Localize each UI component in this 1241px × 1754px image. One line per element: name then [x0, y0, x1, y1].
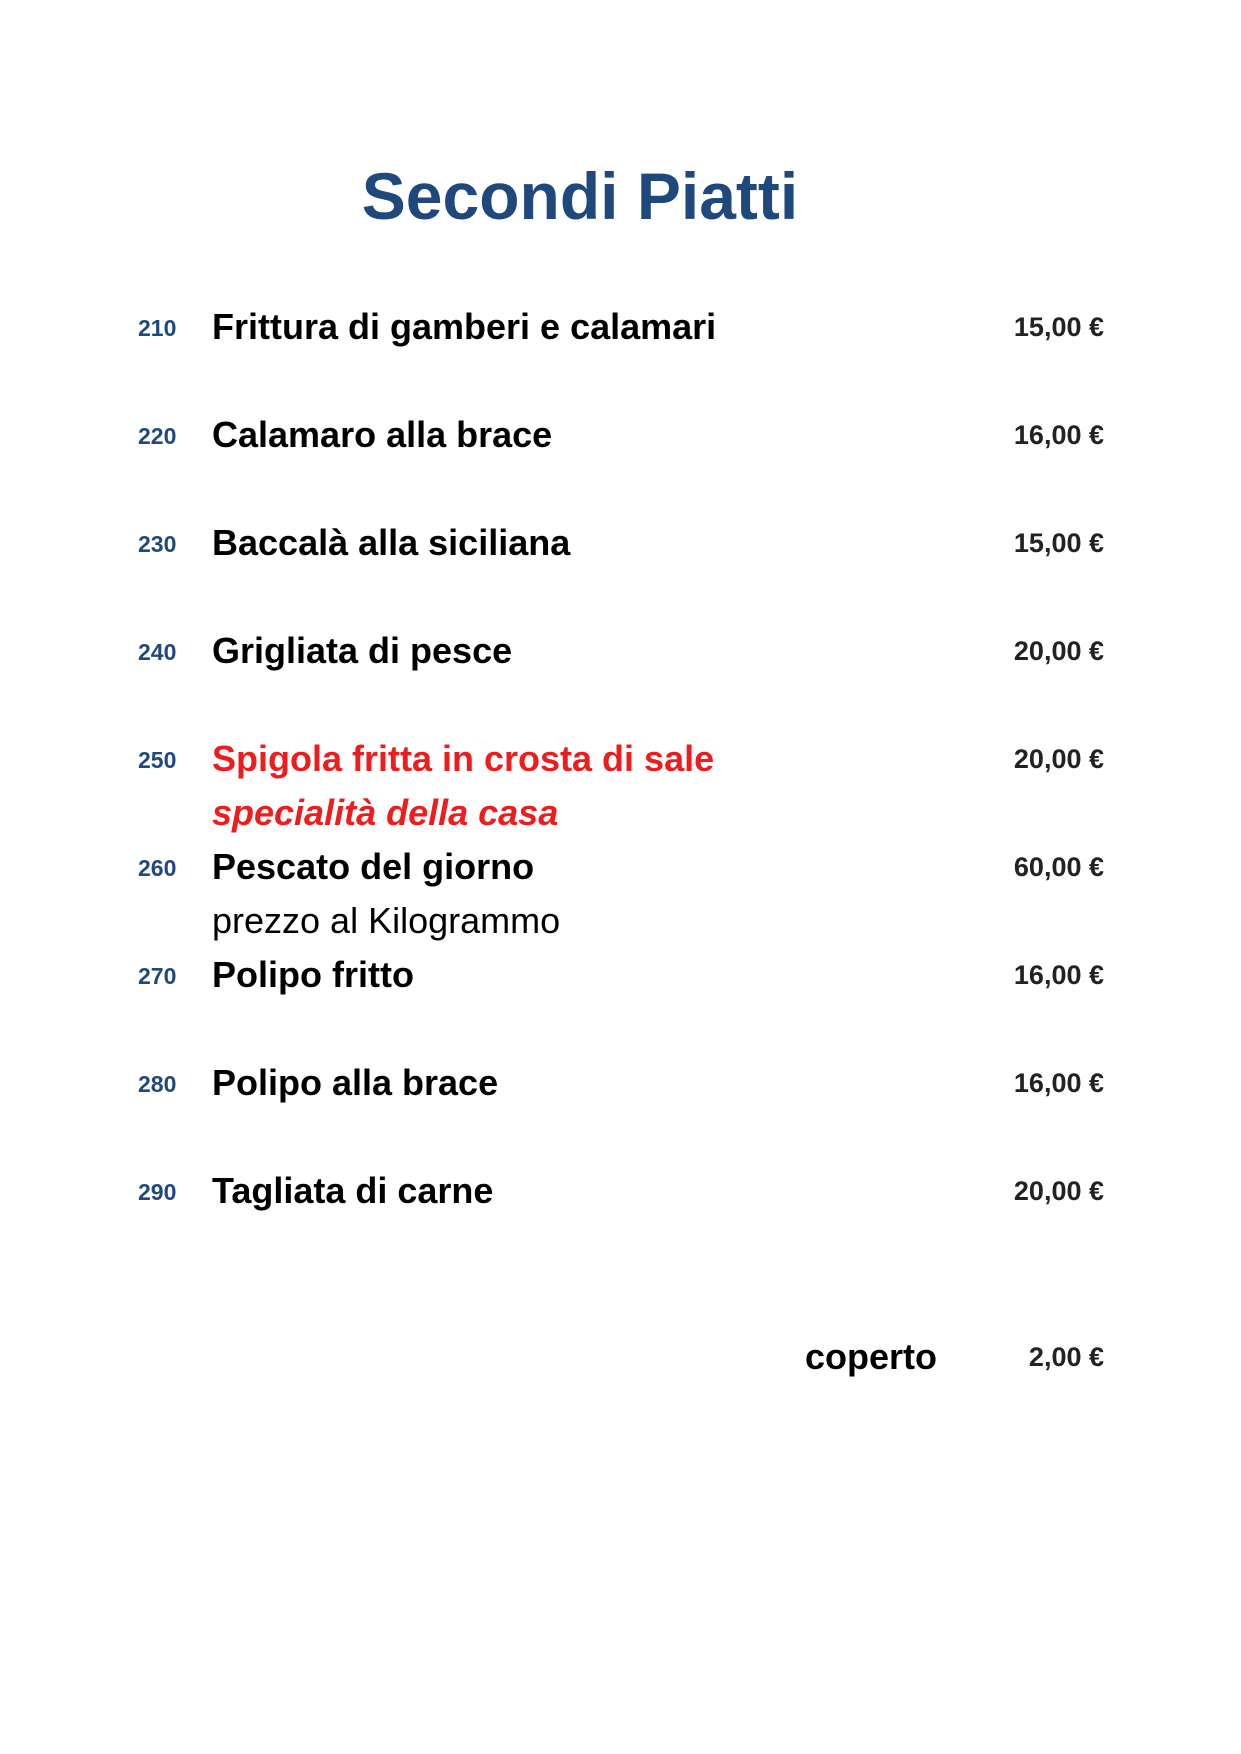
menu-item-290: [0, 1164, 1241, 1224]
item-note: specialità della casa: [212, 792, 559, 833]
item-number: 220: [138, 423, 177, 449]
menu-item-210: [0, 300, 1241, 360]
menu-item-220: [0, 408, 1241, 468]
item-number: 230: [138, 531, 177, 557]
item-price: 16,00 €: [1013, 960, 1104, 990]
item-name: Spigola fritta in crosta di sale: [212, 738, 715, 779]
item-name: Polipo fritto: [212, 954, 414, 995]
menu-item-260: [0, 840, 1241, 941]
item-name: Calamaro alla brace: [212, 414, 553, 455]
item-name: Frittura di gamberi e calamari: [212, 306, 717, 347]
menu-item-270: [0, 948, 1241, 1008]
item-number: 290: [138, 1179, 177, 1205]
item-name: Polipo alla brace: [212, 1062, 499, 1103]
item-number: 210: [138, 315, 177, 341]
item-number: 250: [138, 747, 177, 773]
item-price: 20,00 €: [1013, 1176, 1104, 1206]
menu-item-250: [0, 732, 1241, 833]
menu-item-240: [0, 624, 1241, 684]
item-price: 15,00 €: [1013, 312, 1104, 342]
item-number: 240: [138, 639, 177, 665]
item-price: 60,00 €: [1013, 852, 1104, 882]
item-name: Tagliata di carne: [212, 1170, 494, 1211]
coperto-label: coperto: [805, 1336, 938, 1377]
menu-item-230: [0, 516, 1241, 576]
item-price: 16,00 €: [1013, 420, 1104, 450]
item-price: 20,00 €: [1013, 744, 1104, 774]
item-note: prezzo al Kilogrammo: [212, 900, 561, 941]
item-name: Pescato del giorno: [212, 846, 535, 887]
item-number: 260: [138, 855, 177, 881]
item-price: 15,00 €: [1013, 528, 1104, 558]
menu-item-280: [0, 1056, 1241, 1116]
item-price: 20,00 €: [1013, 636, 1104, 666]
item-price: 16,00 €: [1013, 1068, 1104, 1098]
coperto-price: 2,00 €: [1028, 1342, 1104, 1372]
item-number: 280: [138, 1071, 177, 1097]
item-name: Baccalà alla siciliana: [212, 522, 571, 563]
page-title: Secondi Piatti: [361, 159, 799, 233]
item-name: Grigliata di pesce: [212, 630, 513, 671]
item-number: 270: [138, 963, 177, 989]
